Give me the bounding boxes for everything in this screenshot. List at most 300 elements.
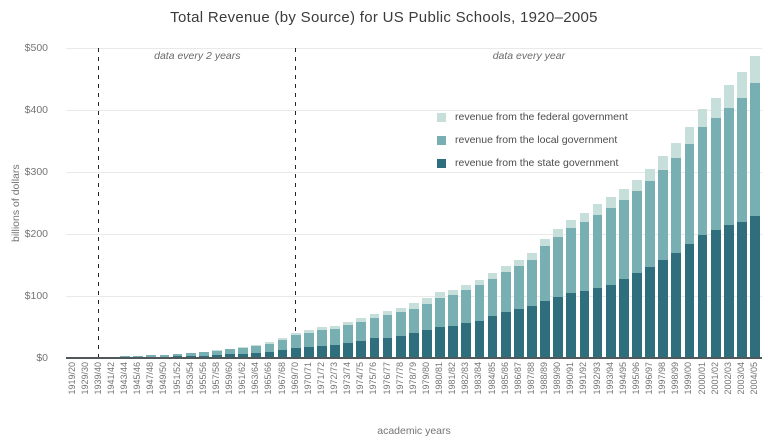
bar-segment-federal <box>724 85 734 108</box>
bar-slot-2000/01 <box>696 48 709 358</box>
bar-slot-1999/00 <box>683 48 696 358</box>
x-tick-label: 1990/91 <box>565 362 576 395</box>
x-tick-1963/64 <box>250 362 263 414</box>
bar-1992/93 <box>593 204 603 358</box>
bar-1979/80 <box>422 298 432 358</box>
bar-series <box>66 48 762 358</box>
y-tick-label: $500 <box>24 42 48 54</box>
x-tick-label: 1997/98 <box>657 362 668 395</box>
x-tick-1983/84 <box>473 362 486 414</box>
x-tick-label: 1951/52 <box>171 362 182 395</box>
x-tick-label: 1941/42 <box>105 362 116 395</box>
x-tick-1984/85 <box>486 362 499 414</box>
x-tick-1982/83 <box>460 362 473 414</box>
bar-1972/73 <box>330 326 340 358</box>
bar-1994/95 <box>619 189 629 358</box>
bar-segment-local <box>724 108 734 225</box>
bar-slot-1997/98 <box>657 48 670 358</box>
bar-1988/89 <box>540 239 550 358</box>
x-tick-1995/96 <box>630 362 643 414</box>
x-axis-title: academic years <box>377 425 451 437</box>
y-tick-label: $300 <box>24 166 48 178</box>
bar-segment-state <box>475 321 485 358</box>
bar-slot-1951/52 <box>171 48 184 358</box>
bar-segment-local <box>330 329 340 346</box>
x-tick-label: 2003/04 <box>735 362 746 395</box>
x-tick-label: 1988/89 <box>539 362 550 395</box>
bar-segment-local <box>540 246 550 301</box>
bar-segment-state <box>658 260 668 358</box>
bar-slot-1945/46 <box>132 48 145 358</box>
x-tick-1978/79 <box>407 362 420 414</box>
bar-slot-1970/71 <box>302 48 315 358</box>
x-tick-label: 2004/05 <box>749 362 760 395</box>
bar-segment-local <box>475 285 485 321</box>
x-tick-1941/42 <box>105 362 118 414</box>
x-tick-1989/90 <box>552 362 565 414</box>
legend-swatch-federal <box>437 113 446 122</box>
x-tick-1949/50 <box>158 362 171 414</box>
bar-1977/78 <box>396 308 406 358</box>
x-tick-label: 1986/87 <box>512 362 523 395</box>
x-tick-label: 1998/99 <box>670 362 681 395</box>
x-tick-label: 1977/78 <box>394 362 405 395</box>
x-tick-1959/60 <box>224 362 237 414</box>
bar-2000/01 <box>698 109 708 358</box>
bar-1967/68 <box>278 338 288 358</box>
y-tick-label: $400 <box>24 104 48 116</box>
bar-slot-1994/95 <box>617 48 630 358</box>
bar-slot-1929/30 <box>79 48 92 358</box>
x-tick-2002/03 <box>722 362 735 414</box>
legend-item-state <box>437 157 628 169</box>
x-tick-1970/71 <box>302 362 315 414</box>
x-tick-label: 1970/71 <box>302 362 313 395</box>
bar-segment-state <box>553 297 563 358</box>
bar-segment-local <box>553 237 563 298</box>
y-axis-title: billions of dollars <box>10 164 22 242</box>
bar-slot-1996/97 <box>644 48 657 358</box>
bar-segment-local <box>671 158 681 253</box>
bar-slot-1983/84 <box>473 48 486 358</box>
legend-item-federal <box>437 111 628 123</box>
bar-segment-local <box>278 340 288 350</box>
bar-segment-local <box>606 208 616 285</box>
bar-1983/84 <box>475 280 485 358</box>
bar-segment-local <box>291 335 301 348</box>
x-tick-2003/04 <box>735 362 748 414</box>
bar-1990/91 <box>566 220 576 358</box>
bar-segment-state <box>566 293 576 358</box>
x-tick-1975/76 <box>368 362 381 414</box>
bar-segment-federal <box>645 169 655 181</box>
x-tick-1951/52 <box>171 362 184 414</box>
bar-segment-state <box>435 327 445 358</box>
x-tick-label: 1947/48 <box>145 362 156 395</box>
bar-segment-state <box>488 316 498 358</box>
bar-slot-1988/89 <box>539 48 552 358</box>
legend-label: revenue from the federal government <box>455 111 628 123</box>
bar-segment-federal <box>698 109 708 127</box>
x-tick-label: 1929/30 <box>79 362 90 395</box>
x-tick-1976/77 <box>381 362 394 414</box>
bar-segment-local <box>514 266 524 309</box>
y-tick-label: $100 <box>24 290 48 302</box>
y-tick-label: $200 <box>24 228 48 240</box>
bar-slot-1991/92 <box>578 48 591 358</box>
bar-1984/85 <box>488 273 498 358</box>
bar-segment-local <box>488 279 498 317</box>
x-tick-label: 1943/44 <box>119 362 130 395</box>
x-tick-label: 1949/50 <box>158 362 169 395</box>
x-tick-2000/01 <box>696 362 709 414</box>
x-tick-label: 1989/90 <box>552 362 563 395</box>
x-tick-label: 1979/80 <box>420 362 431 395</box>
x-tick-label: 2002/03 <box>722 362 733 395</box>
x-tick-1973/74 <box>342 362 355 414</box>
bar-segment-local <box>448 295 458 326</box>
x-tick-label: 1939/40 <box>92 362 103 395</box>
bar-segment-local <box>304 333 314 347</box>
legend-swatch-state <box>437 159 446 168</box>
x-tick-label: 1976/77 <box>381 362 392 395</box>
bar-2004/05 <box>750 56 760 358</box>
bar-segment-state <box>422 330 432 358</box>
bar-segment-state <box>750 216 760 358</box>
x-tick-label: 1971/72 <box>315 362 326 395</box>
x-tick-1977/78 <box>394 362 407 414</box>
x-tick-1988/89 <box>539 362 552 414</box>
bar-slot-1957/58 <box>210 48 223 358</box>
x-tick-1985/86 <box>499 362 512 414</box>
bar-slot-1959/60 <box>224 48 237 358</box>
bar-segment-federal <box>671 143 681 158</box>
x-tick-1986/87 <box>512 362 525 414</box>
bar-1993/94 <box>606 197 616 358</box>
bar-segment-state <box>619 279 629 358</box>
bar-segment-state <box>409 333 419 358</box>
x-tick-1990/91 <box>565 362 578 414</box>
x-tick-label: 1963/64 <box>250 362 261 395</box>
bar-segment-local <box>658 170 668 261</box>
x-tick-2001/02 <box>709 362 722 414</box>
bar-slot-1947/48 <box>145 48 158 358</box>
bar-segment-local <box>343 325 353 343</box>
bar-segment-local <box>645 181 655 267</box>
x-tick-label: 1955/56 <box>197 362 208 395</box>
x-tick-1943/44 <box>119 362 132 414</box>
x-tick-label: 2000/01 <box>696 362 707 395</box>
bar-slot-1982/83 <box>460 48 473 358</box>
bar-slot-1941/42 <box>105 48 118 358</box>
bar-1982/83 <box>461 285 471 358</box>
annotation-data-every-year: data every year <box>492 50 566 62</box>
bar-segment-local <box>685 144 695 244</box>
x-tick-label: 1972/73 <box>329 362 340 395</box>
x-tick-label: 1961/62 <box>237 362 248 395</box>
bar-segment-local <box>580 222 590 290</box>
bar-segment-local <box>251 346 261 353</box>
x-tick-1965/66 <box>263 362 276 414</box>
bar-segment-local <box>632 191 642 273</box>
chart-title: Total Revenue (by Source) for US Public Schools, 1920–2005 <box>170 9 598 26</box>
x-tick-2004/05 <box>749 362 762 414</box>
bar-segment-local <box>461 290 471 323</box>
bar-slot-1963/64 <box>250 48 263 358</box>
x-tick-label: 1919/20 <box>66 362 77 395</box>
x-tick-label: 2001/02 <box>709 362 720 395</box>
bar-segment-local <box>501 272 511 313</box>
bar-1981/82 <box>448 290 458 358</box>
bar-slot-1992/93 <box>591 48 604 358</box>
bar-1969/70 <box>291 333 301 358</box>
x-tick-1981/82 <box>447 362 460 414</box>
bar-segment-state <box>448 326 458 359</box>
x-tick-1969/70 <box>289 362 302 414</box>
x-tick-1993/94 <box>604 362 617 414</box>
bar-1995/96 <box>632 180 642 358</box>
bar-segment-local <box>435 298 445 327</box>
bar-1998/99 <box>671 143 681 358</box>
bar-slot-1961/62 <box>237 48 250 358</box>
bar-slot-1969/70 <box>289 48 302 358</box>
bar-slot-1989/90 <box>552 48 565 358</box>
bar-segment-local <box>317 330 327 346</box>
bar-segment-local <box>265 344 275 352</box>
bar-segment-state <box>737 222 747 358</box>
x-tick-1961/62 <box>237 362 250 414</box>
bar-slot-1978/79 <box>407 48 420 358</box>
bar-slot-1971/72 <box>315 48 328 358</box>
bar-segment-state <box>698 235 708 358</box>
bar-segment-local <box>409 309 419 333</box>
x-tick-1987/88 <box>525 362 538 414</box>
legend-label: revenue from the local government <box>455 134 618 146</box>
bar-slot-1995/96 <box>630 48 643 358</box>
bar-slot-1953/54 <box>184 48 197 358</box>
y-axis-tick-labels <box>0 42 56 364</box>
bar-segment-local <box>737 98 747 222</box>
bar-1974/75 <box>356 318 366 358</box>
bar-1999/00 <box>685 127 695 358</box>
bar-1986/87 <box>514 260 524 358</box>
x-tick-label: 1967/68 <box>276 362 287 395</box>
bar-1987/88 <box>527 253 537 358</box>
bar-slot-1981/82 <box>447 48 460 358</box>
x-tick-1980/81 <box>434 362 447 414</box>
bar-segment-state <box>461 323 471 358</box>
x-tick-label: 1995/96 <box>630 362 641 395</box>
bar-segment-local <box>619 200 629 279</box>
legend-swatch-local <box>437 136 446 145</box>
annotation-data-every-2-years: data every 2 years <box>154 50 241 62</box>
bar-1975/76 <box>370 314 380 358</box>
bar-1980/81 <box>435 292 445 358</box>
x-tick-label: 1985/86 <box>499 362 510 395</box>
bar-slot-2004/05 <box>749 48 762 358</box>
bar-segment-local <box>711 118 721 229</box>
bar-2002/03 <box>724 85 734 358</box>
bar-segment-state <box>724 225 734 358</box>
x-tick-label: 1983/84 <box>473 362 484 395</box>
legend <box>437 111 628 180</box>
x-tick-1939/40 <box>92 362 105 414</box>
bar-1973/74 <box>343 322 353 358</box>
bar-slot-1967/68 <box>276 48 289 358</box>
bar-2001/02 <box>711 98 721 358</box>
x-tick-1972/73 <box>329 362 342 414</box>
bar-slot-1977/78 <box>394 48 407 358</box>
x-tick-1919/20 <box>66 362 79 414</box>
bar-segment-federal <box>527 253 537 260</box>
bar-segment-state <box>514 309 524 358</box>
bar-slot-1939/40 <box>92 48 105 358</box>
bar-slot-1943/44 <box>119 48 132 358</box>
bar-segment-state <box>632 273 642 358</box>
bar-1978/79 <box>409 303 419 358</box>
bar-segment-state <box>370 338 380 358</box>
x-tick-1971/72 <box>315 362 328 414</box>
bar-segment-federal <box>593 204 603 215</box>
x-tick-1929/30 <box>79 362 92 414</box>
bar-1976/77 <box>383 311 393 358</box>
x-tick-1967/68 <box>276 362 289 414</box>
x-tick-label: 1992/93 <box>591 362 602 395</box>
bar-segment-local <box>527 260 537 306</box>
bar-segment-federal <box>580 213 590 223</box>
bar-segment-state <box>606 285 616 358</box>
x-tick-label: 1996/97 <box>644 362 655 395</box>
bar-segment-local <box>593 215 603 288</box>
x-tick-label: 1957/58 <box>210 362 221 395</box>
plot-area <box>66 48 762 358</box>
bar-segment-state <box>580 291 590 358</box>
bar-slot-1993/94 <box>604 48 617 358</box>
bar-1971/72 <box>317 327 327 358</box>
x-tick-label: 1959/60 <box>224 362 235 395</box>
bar-segment-state <box>383 338 393 358</box>
bar-slot-2003/04 <box>735 48 748 358</box>
x-tick-label: 1974/75 <box>355 362 366 395</box>
x-tick-label: 1980/81 <box>434 362 445 395</box>
bar-slot-1919/20 <box>66 48 79 358</box>
x-tick-1953/54 <box>184 362 197 414</box>
bar-segment-state <box>527 306 537 358</box>
bar-segment-federal <box>606 197 616 208</box>
bar-1997/98 <box>658 156 668 358</box>
bar-1985/86 <box>501 266 511 358</box>
x-tick-1996/97 <box>644 362 657 414</box>
x-tick-label: 1994/95 <box>617 362 628 395</box>
x-tick-1979/80 <box>420 362 433 414</box>
bar-segment-state <box>685 244 695 358</box>
bar-slot-1986/87 <box>512 48 525 358</box>
bar-slot-2001/02 <box>709 48 722 358</box>
x-tick-1974/75 <box>355 362 368 414</box>
bar-slot-1973/74 <box>342 48 355 358</box>
bar-segment-local <box>396 312 406 336</box>
x-tick-label: 1981/82 <box>447 362 458 395</box>
bar-segment-federal <box>553 229 563 237</box>
bar-segment-local <box>370 318 380 339</box>
bar-slot-1998/99 <box>670 48 683 358</box>
bar-slot-1972/73 <box>329 48 342 358</box>
x-tick-label: 1969/70 <box>289 362 300 395</box>
x-tick-1998/99 <box>670 362 683 414</box>
x-tick-1999/00 <box>683 362 696 414</box>
x-tick-label: 1991/92 <box>578 362 589 395</box>
bar-segment-local <box>356 322 366 341</box>
x-tick-label: 1987/88 <box>525 362 536 395</box>
bar-segment-federal <box>540 239 550 246</box>
bar-segment-state <box>501 312 511 358</box>
bar-1970/71 <box>304 330 314 358</box>
x-tick-label: 1945/46 <box>132 362 143 395</box>
x-tick-1957/58 <box>210 362 223 414</box>
bar-segment-federal <box>737 72 747 98</box>
legend-label: revenue from the state government <box>455 157 619 169</box>
x-tick-1947/48 <box>145 362 158 414</box>
x-tick-1955/56 <box>197 362 210 414</box>
bar-segment-federal <box>619 189 629 201</box>
x-tick-label: 1993/94 <box>604 362 615 395</box>
bar-segment-state <box>540 301 550 358</box>
x-axis-line <box>66 357 762 360</box>
bar-segment-state <box>671 253 681 358</box>
legend-item-local <box>437 134 628 146</box>
x-tick-label: 1975/76 <box>368 362 379 395</box>
x-tick-1945/46 <box>132 362 145 414</box>
bar-segment-state <box>593 288 603 358</box>
bar-slot-1980/81 <box>434 48 447 358</box>
bar-segment-federal <box>711 98 721 119</box>
bar-segment-federal <box>632 180 642 192</box>
bar-segment-state <box>396 336 406 358</box>
bar-1996/97 <box>645 169 655 358</box>
bar-slot-1974/75 <box>355 48 368 358</box>
x-tick-1992/93 <box>591 362 604 414</box>
x-tick-label: 1973/74 <box>342 362 353 395</box>
bar-segment-local <box>698 127 708 234</box>
bar-segment-local <box>383 315 393 337</box>
x-axis-tick-labels <box>66 362 762 414</box>
bar-slot-1987/88 <box>525 48 538 358</box>
x-tick-label: 1953/54 <box>184 362 195 395</box>
bar-1991/92 <box>580 213 590 358</box>
bar-slot-1955/56 <box>197 48 210 358</box>
bar-segment-state <box>645 267 655 358</box>
bar-segment-state <box>711 230 721 358</box>
x-tick-1991/92 <box>578 362 591 414</box>
bar-segment-state <box>356 341 366 358</box>
x-tick-label: 1982/83 <box>460 362 471 395</box>
bar-segment-federal <box>685 127 695 144</box>
bar-slot-1979/80 <box>420 48 433 358</box>
bar-slot-1985/86 <box>499 48 512 358</box>
bar-slot-1976/77 <box>381 48 394 358</box>
bar-segment-local <box>750 83 760 216</box>
y-tick-label: $0 <box>36 352 48 364</box>
bar-slot-1975/76 <box>368 48 381 358</box>
bar-1989/90 <box>553 229 563 358</box>
x-tick-1994/95 <box>617 362 630 414</box>
bar-2003/04 <box>737 72 747 358</box>
x-tick-label: 1978/79 <box>407 362 418 395</box>
bar-slot-1984/85 <box>486 48 499 358</box>
x-tick-label: 1984/85 <box>486 362 497 395</box>
bar-slot-1965/66 <box>263 48 276 358</box>
bar-segment-local <box>422 304 432 330</box>
